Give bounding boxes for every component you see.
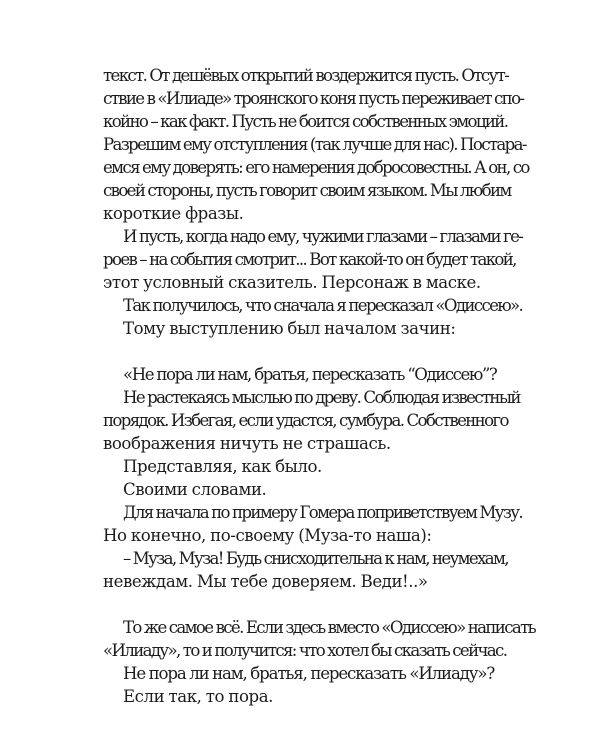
text-line: порядок. Избегая, если удастся, сумбура. Собственного xyxy=(103,411,508,430)
text-line: – Муза, Муза! Будь снисходительна к нам, неумехам, xyxy=(123,549,508,568)
text-line: «Не пора ли нам, братья, пересказать “Одиссею”? xyxy=(123,365,497,384)
text-line: своей стороны, пусть говорит своим языком. Мы любим xyxy=(103,181,511,200)
text-line: воображения ничуть не страшась. xyxy=(103,434,391,453)
text-line: невеждам. Мы тебе доверяем. Веди!..» xyxy=(103,572,428,591)
text-line: Если так, то пора. xyxy=(123,687,273,706)
text-line: емся ему доверять: его намерения добросовестны. А он, со xyxy=(103,158,529,177)
text-line: роев – на события смотрит... Вот какой-то он будет такой, xyxy=(103,250,516,269)
text-line: Своими словами. xyxy=(123,480,267,499)
text-line: Представляя, как было. xyxy=(123,457,322,476)
text-line: Но конечно, по-своему (Муза-то наша): xyxy=(103,526,432,545)
paragraph-gap xyxy=(103,593,497,616)
paragraph-gap xyxy=(103,340,497,363)
text-line: Так получилось, что сначала я пересказал «Одиссею». xyxy=(123,296,523,315)
text-line: ствие в «Илиаде» троянского коня пусть переживает спо- xyxy=(103,89,524,108)
text-line: Разрешим ему отступления (так лучше для нас). Постара- xyxy=(103,135,526,154)
text-line: Не растекаясь мыслью по древу. Соблюдая известный xyxy=(123,388,520,407)
text-line: Для начала по примеру Гомера поприветствуем Музу. xyxy=(123,503,522,522)
text-line: Тому выступлению был началом зачин: xyxy=(123,319,456,338)
text-line: И пусть, когда надо ему, чужими глазами – глазами ге- xyxy=(123,227,523,246)
text-line: «Илиаду», то и получится: что хотел бы сказать сейчас. xyxy=(103,641,507,660)
text-line: текст. От дешёвых открытий воздержится пусть. Отсут- xyxy=(103,66,509,85)
text-line: койно – как факт. Пусть не боится собственных эмоций. xyxy=(103,112,508,131)
text-line: То же самое всё. Если здесь вместо «Одиссею» написать xyxy=(123,618,535,637)
text-line: Не пора ли нам, братья, пересказать «Илиаду»? xyxy=(123,664,495,683)
text-line: короткие фразы. xyxy=(103,204,244,223)
body-text-section-1 xyxy=(103,64,535,708)
text-line: этот условный сказитель. Персонаж в маске. xyxy=(103,273,481,292)
